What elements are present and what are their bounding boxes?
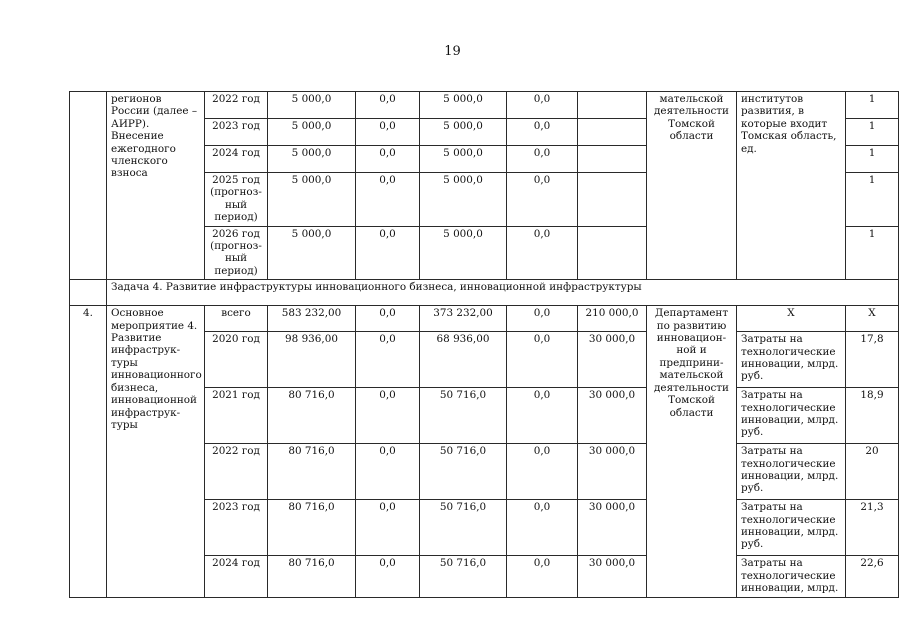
federal-cell: 0,0 — [356, 332, 420, 388]
regional-cell: 5 000,0 — [420, 226, 507, 280]
regional-cell: 5 000,0 — [420, 173, 507, 227]
regional-cell: 50 716,0 — [420, 444, 507, 500]
other-cell: 30 000,0 — [578, 444, 647, 500]
event-name-cell: регионов России (далее – АИРР). Внесение ежегодного членского взноса — [107, 92, 205, 280]
value-cell: 22,6 — [846, 556, 899, 598]
total-cell: 5 000,0 — [268, 226, 356, 280]
task-title: Задача 4. Развитие инфраструктуры инновационного бизнеса, инновационной инфраструктуры — [107, 280, 899, 306]
local-cell: 0,0 — [507, 306, 578, 332]
indicator-cell: Затраты на технологические инновации, млрд. руб. — [737, 332, 846, 388]
local-cell: 0,0 — [507, 500, 578, 556]
indicator-cell: Затраты на технологические инновации, млрд. — [737, 556, 846, 598]
federal-cell: 0,0 — [356, 92, 420, 119]
other-cell: 30 000,0 — [578, 556, 647, 598]
other-cell: 30 000,0 — [578, 388, 647, 444]
other-cell — [578, 119, 647, 146]
total-cell: 80 716,0 — [268, 500, 356, 556]
total-cell: 98 936,00 — [268, 332, 356, 388]
value-cell: 17,8 — [846, 332, 899, 388]
local-cell: 0,0 — [507, 146, 578, 173]
page-number: 19 — [444, 44, 461, 59]
value-cell: 1 — [846, 146, 899, 173]
federal-cell: 0,0 — [356, 306, 420, 332]
indicator-cell: Затраты на технологические инновации, млрд. руб. — [737, 388, 846, 444]
value-cell: 1 — [846, 92, 899, 119]
total-cell: 5 000,0 — [268, 146, 356, 173]
regional-cell: 50 716,0 — [420, 556, 507, 598]
executor-cell: Департамент по развитию инновацион-ной и предприни-мательской деятельности Томской области — [647, 306, 737, 598]
local-cell: 0,0 — [507, 173, 578, 227]
value-cell: 18,9 — [846, 388, 899, 444]
local-cell: 0,0 — [507, 444, 578, 500]
period-cell: 2021 год — [205, 388, 268, 444]
other-cell — [578, 226, 647, 280]
regional-cell: 5 000,0 — [420, 146, 507, 173]
other-cell — [578, 92, 647, 119]
local-cell: 0,0 — [507, 226, 578, 280]
value-cell: 1 — [846, 226, 899, 280]
regional-cell: 68 936,00 — [420, 332, 507, 388]
federal-cell: 0,0 — [356, 226, 420, 280]
other-cell: 30 000,0 — [578, 500, 647, 556]
total-cell: 80 716,0 — [268, 444, 356, 500]
federal-cell: 0,0 — [356, 444, 420, 500]
period-cell: 2023 год — [205, 500, 268, 556]
number-cell — [70, 92, 107, 280]
federal-cell: 0,0 — [356, 388, 420, 444]
total-cell: 5 000,0 — [268, 92, 356, 119]
value-cell: Х — [846, 306, 899, 332]
total-cell: 583 232,00 — [268, 306, 356, 332]
program-table — [69, 91, 899, 598]
value-cell: 21,3 — [846, 500, 899, 556]
period-cell: 2020 год — [205, 332, 268, 388]
local-cell: 0,0 — [507, 388, 578, 444]
federal-cell: 0,0 — [356, 500, 420, 556]
executor-cell: мательской деятельности Томской области — [647, 92, 737, 280]
period-cell: 2026 год (прогноз-ный период) — [205, 226, 268, 280]
local-cell: 0,0 — [507, 556, 578, 598]
total-cell: 5 000,0 — [268, 173, 356, 227]
period-cell: 2022 год — [205, 444, 268, 500]
value-cell: 1 — [846, 173, 899, 227]
value-cell: 1 — [846, 119, 899, 146]
other-cell: 210 000,0 — [578, 306, 647, 332]
federal-cell: 0,0 — [356, 119, 420, 146]
other-cell — [578, 146, 647, 173]
number-cell: 4. — [70, 306, 107, 598]
event-name-cell: Основное мероприятие 4. Развитие инфраструк-туры инновационного бизнеса, инновационной инфраструк-туры — [107, 306, 205, 598]
regional-cell: 50 716,0 — [420, 500, 507, 556]
federal-cell: 0,0 — [356, 556, 420, 598]
total-cell: 80 716,0 — [268, 556, 356, 598]
federal-cell: 0,0 — [356, 173, 420, 227]
local-cell: 0,0 — [507, 119, 578, 146]
total-cell: 80 716,0 — [268, 388, 356, 444]
regional-cell: 5 000,0 — [420, 119, 507, 146]
period-cell: 2024 год — [205, 556, 268, 598]
total-cell: 5 000,0 — [268, 119, 356, 146]
indicator-cell: Затраты на технологические инновации, млрд. руб. — [737, 444, 846, 500]
other-cell: 30 000,0 — [578, 332, 647, 388]
indicator-cell: Затраты на технологические инновации, млрд. руб. — [737, 500, 846, 556]
regional-cell: 50 716,0 — [420, 388, 507, 444]
regional-cell: 373 232,00 — [420, 306, 507, 332]
indicator-cell: Х — [737, 306, 846, 332]
table-row — [70, 306, 899, 332]
indicator-cell: институтов развития, в которые входит Томская область, ед. — [737, 92, 846, 280]
task-row — [70, 280, 899, 306]
value-cell: 20 — [846, 444, 899, 500]
period-cell: 2023 год — [205, 119, 268, 146]
period-cell: 2022 год — [205, 92, 268, 119]
period-cell: 2025 год (прогноз-ный период) — [205, 173, 268, 227]
period-cell: 2024 год — [205, 146, 268, 173]
local-cell: 0,0 — [507, 92, 578, 119]
regional-cell: 5 000,0 — [420, 92, 507, 119]
other-cell — [578, 173, 647, 227]
local-cell: 0,0 — [507, 332, 578, 388]
table-row — [70, 92, 899, 119]
task-number-cell — [70, 280, 107, 306]
period-cell: всего — [205, 306, 268, 332]
federal-cell: 0,0 — [356, 146, 420, 173]
